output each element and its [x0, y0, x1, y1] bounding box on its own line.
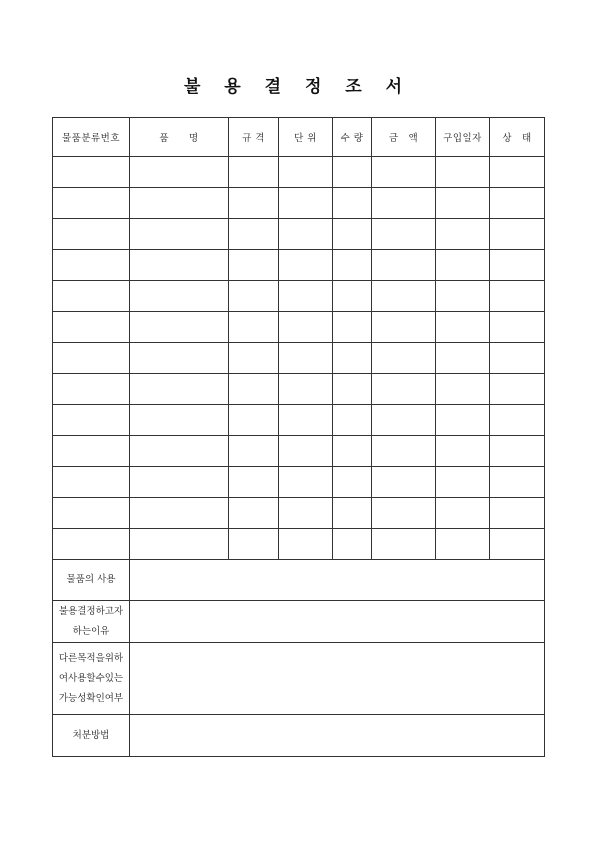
- cell-item-name[interactable]: [130, 529, 229, 560]
- cell-spec[interactable]: [229, 312, 279, 343]
- cell-item-class-no[interactable]: [53, 312, 130, 343]
- cell-purchase-date[interactable]: [436, 436, 490, 467]
- cell-spec[interactable]: [229, 374, 279, 405]
- cell-quantity[interactable]: [333, 498, 372, 529]
- field-label-line: 물품의 사용: [66, 574, 116, 585]
- cell-item-class-no[interactable]: [53, 529, 130, 560]
- table-row: [53, 250, 545, 281]
- cell-amount[interactable]: [372, 188, 436, 219]
- cell-amount[interactable]: [372, 436, 436, 467]
- cell-spec[interactable]: [229, 529, 279, 560]
- table-row: [53, 312, 545, 343]
- table-row: [53, 436, 545, 467]
- cell-spec[interactable]: [229, 405, 279, 436]
- footer-row-disposal-reason: [53, 601, 545, 643]
- cell-spec[interactable]: [229, 157, 279, 188]
- col-header-unit: 단 위: [279, 118, 333, 157]
- col-header-quantity: 수 량: [333, 118, 372, 157]
- field-label-line: 가능성확인여부: [58, 692, 124, 704]
- cell-amount[interactable]: [372, 405, 436, 436]
- cell-unit[interactable]: [279, 405, 333, 436]
- cell-amount[interactable]: [372, 281, 436, 312]
- col-header-spec: 규 격: [229, 118, 279, 157]
- table-row: [53, 405, 545, 436]
- cell-spec[interactable]: [229, 219, 279, 250]
- cell-amount[interactable]: [372, 374, 436, 405]
- cell-condition[interactable]: [490, 529, 545, 560]
- cell-item-name[interactable]: [130, 281, 229, 312]
- cell-item-class-no[interactable]: [53, 436, 130, 467]
- cell-amount[interactable]: [372, 529, 436, 560]
- cell-unit[interactable]: [279, 498, 333, 529]
- cell-quantity[interactable]: [333, 374, 372, 405]
- cell-item-class-no[interactable]: [53, 157, 130, 188]
- cell-purchase-date[interactable]: [436, 405, 490, 436]
- cell-spec[interactable]: [229, 498, 279, 529]
- cell-item-class-no[interactable]: [53, 188, 130, 219]
- footer-row-reuse-possibility: [53, 643, 545, 715]
- cell-condition[interactable]: [490, 374, 545, 405]
- footer-row-disposal-method: [53, 715, 545, 757]
- cell-condition[interactable]: [490, 436, 545, 467]
- col-header-item-class-no: 물품분류번호: [53, 118, 130, 157]
- cell-condition[interactable]: [490, 312, 545, 343]
- cell-spec[interactable]: [229, 436, 279, 467]
- cell-purchase-date[interactable]: [436, 312, 490, 343]
- cell-quantity[interactable]: [333, 343, 372, 374]
- cell-purchase-date[interactable]: [436, 529, 490, 560]
- cell-purchase-date[interactable]: [436, 157, 490, 188]
- cell-amount[interactable]: [372, 219, 436, 250]
- cell-quantity[interactable]: [333, 157, 372, 188]
- cell-condition[interactable]: [490, 188, 545, 219]
- cell-spec[interactable]: [229, 281, 279, 312]
- cell-purchase-date[interactable]: [436, 219, 490, 250]
- cell-unit[interactable]: [279, 312, 333, 343]
- cell-amount[interactable]: [372, 250, 436, 281]
- cell-quantity[interactable]: [333, 281, 372, 312]
- field-label-item-usage: [53, 560, 130, 601]
- field-value-item-usage[interactable]: [130, 560, 545, 601]
- cell-condition[interactable]: [490, 219, 545, 250]
- table-row: [53, 188, 545, 219]
- cell-condition[interactable]: [490, 157, 545, 188]
- col-header-item-name: 품 명: [130, 118, 229, 157]
- table-row: [53, 281, 545, 312]
- cell-quantity[interactable]: [333, 405, 372, 436]
- cell-spec[interactable]: [229, 467, 279, 498]
- cell-quantity[interactable]: [333, 312, 372, 343]
- cell-spec[interactable]: [229, 250, 279, 281]
- table-row: [53, 219, 545, 250]
- col-header-condition: 상 태: [490, 118, 545, 157]
- cell-item-name[interactable]: [130, 498, 229, 529]
- col-header-purchase-date: 구입일자: [436, 118, 490, 157]
- cell-unit[interactable]: [279, 157, 333, 188]
- cell-unit[interactable]: [279, 467, 333, 498]
- cell-spec[interactable]: [229, 188, 279, 219]
- field-label-disposal-method: [53, 715, 130, 757]
- cell-unit[interactable]: [279, 529, 333, 560]
- cell-unit[interactable]: [279, 436, 333, 467]
- cell-unit[interactable]: [279, 281, 333, 312]
- cell-item-name[interactable]: [130, 312, 229, 343]
- cell-purchase-date[interactable]: [436, 343, 490, 374]
- field-label-line: 불용결정하고자: [58, 605, 124, 617]
- cell-amount[interactable]: [372, 157, 436, 188]
- header-row: [53, 118, 545, 157]
- table-row: [53, 157, 545, 188]
- field-value-disposal-reason[interactable]: [130, 601, 545, 643]
- cell-unit[interactable]: [279, 219, 333, 250]
- cell-amount[interactable]: [372, 467, 436, 498]
- cell-quantity[interactable]: [333, 219, 372, 250]
- cell-item-class-no[interactable]: [53, 405, 130, 436]
- cell-unit[interactable]: [279, 374, 333, 405]
- cell-purchase-date[interactable]: [436, 374, 490, 405]
- cell-quantity[interactable]: [333, 467, 372, 498]
- cell-item-class-no[interactable]: [53, 467, 130, 498]
- cell-quantity[interactable]: [333, 250, 372, 281]
- cell-item-class-no[interactable]: [53, 281, 130, 312]
- cell-condition[interactable]: [490, 343, 545, 374]
- cell-item-class-no[interactable]: [53, 374, 130, 405]
- cell-amount[interactable]: [372, 343, 436, 374]
- field-label-line: 처분방법: [72, 729, 110, 741]
- field-label-line: 다른목적을위하: [58, 652, 124, 664]
- cell-condition[interactable]: [490, 250, 545, 281]
- field-value-reuse-possibility[interactable]: [130, 643, 545, 715]
- cell-item-name[interactable]: [130, 467, 229, 498]
- document-title: 불 용 결 정 조 서: [183, 77, 412, 97]
- table-row: [53, 498, 545, 529]
- cell-item-class-no[interactable]: [53, 498, 130, 529]
- cell-item-name[interactable]: [130, 405, 229, 436]
- field-label-line: 여사용할수있는: [58, 672, 124, 684]
- cell-purchase-date[interactable]: [436, 498, 490, 529]
- cell-unit[interactable]: [279, 343, 333, 374]
- cell-item-name[interactable]: [130, 157, 229, 188]
- field-label-reuse-possibility: [53, 643, 130, 715]
- cell-item-name[interactable]: [130, 343, 229, 374]
- cell-amount[interactable]: [372, 312, 436, 343]
- cell-item-name[interactable]: [130, 188, 229, 219]
- table-row: [53, 374, 545, 405]
- cell-purchase-date[interactable]: [436, 250, 490, 281]
- table-row: [53, 467, 545, 498]
- cell-condition[interactable]: [490, 467, 545, 498]
- cell-item-class-no[interactable]: [53, 343, 130, 374]
- table-row: [53, 343, 545, 374]
- field-label-line: 하는이유: [72, 625, 110, 637]
- cell-condition[interactable]: [490, 405, 545, 436]
- cell-amount[interactable]: [372, 498, 436, 529]
- cell-item-name[interactable]: [130, 219, 229, 250]
- cell-purchase-date[interactable]: [436, 188, 490, 219]
- cell-purchase-date[interactable]: [436, 281, 490, 312]
- cell-item-name[interactable]: [130, 374, 229, 405]
- cell-quantity[interactable]: [333, 188, 372, 219]
- disposal-decision-table: [52, 117, 545, 757]
- cell-unit[interactable]: [279, 188, 333, 219]
- cell-condition[interactable]: [490, 281, 545, 312]
- footer-row-item-usage: [53, 560, 545, 601]
- cell-unit[interactable]: [279, 250, 333, 281]
- cell-purchase-date[interactable]: [436, 467, 490, 498]
- cell-item-name[interactable]: [130, 250, 229, 281]
- field-label-disposal-reason: [53, 601, 130, 643]
- cell-spec[interactable]: [229, 343, 279, 374]
- field-value-disposal-method[interactable]: [130, 715, 545, 757]
- cell-item-name[interactable]: [130, 436, 229, 467]
- cell-item-class-no[interactable]: [53, 250, 130, 281]
- col-header-amount: 금 액: [372, 118, 436, 157]
- cell-item-class-no[interactable]: [53, 219, 130, 250]
- table-row: [53, 529, 545, 560]
- cell-quantity[interactable]: [333, 529, 372, 560]
- cell-condition[interactable]: [490, 498, 545, 529]
- cell-quantity[interactable]: [333, 436, 372, 467]
